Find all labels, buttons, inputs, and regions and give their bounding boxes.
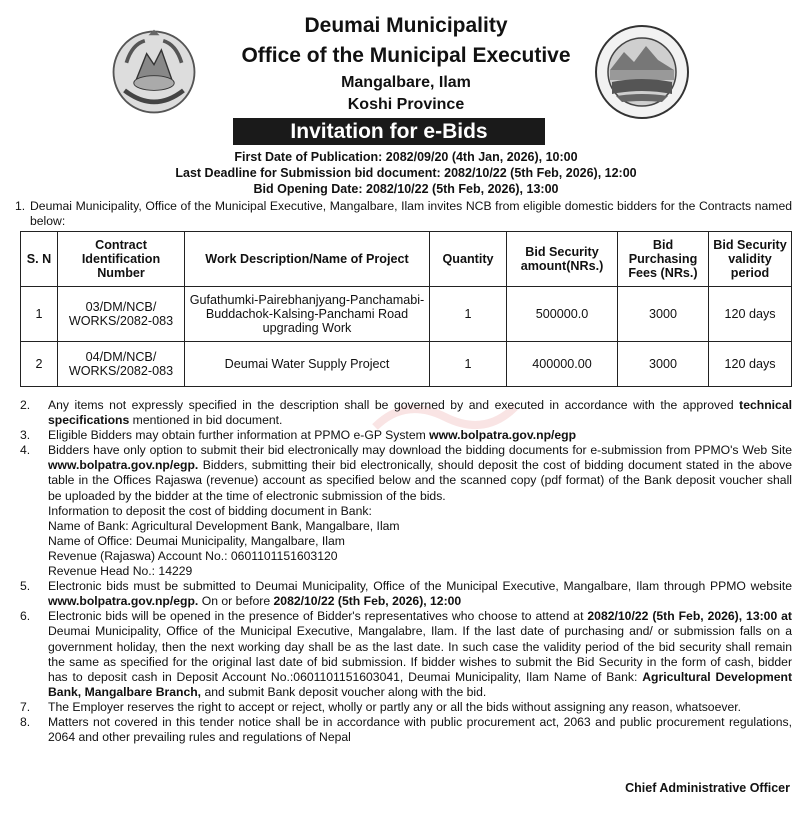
- item-text: Deumai Municipality, Office of the Municipal Executive, Mangalabre, Ilam. If the last date of purchasing and/ or submission falls on a government holiday, then the next working day shall be as the last date. In such case the validity period of the bid security shall remain the same as specified for the original last date of bid submission. If bidder wishes to submit the Bid Security in the form of cash, bidder has to deposit cash in Deposit Account No.:0601101151603041, Deumai Municipality, Ilam Name of Bank:: [48, 624, 792, 684]
- item-number: 1.: [15, 199, 26, 213]
- bank-info-heading: Information to deposit the cost of bidding document in Bank:: [48, 503, 372, 518]
- contracts-table: [20, 231, 792, 387]
- submission-deadline: Last Deadline for Submission bid document: 2082/10/22 (5th Feb, 2026), 12:00: [175, 166, 637, 180]
- bid-opening-date: Bid Opening Date: 2082/10/22 (5th Feb, 2026), 13:00: [253, 182, 559, 196]
- office-place: Mangalbare, Ilam: [341, 74, 471, 91]
- item-number: 5.: [20, 579, 31, 594]
- cell-sn: 1: [21, 287, 58, 342]
- cell-quantity: 1: [430, 342, 507, 387]
- cell-quantity: 1: [430, 287, 507, 342]
- item-bold-text: Agricultural Development Bank, Mangalbare Branch,: [48, 669, 793, 699]
- item-text: Electronic bids will be opened in the presence of Bidder's representatives who choose to attend at: [48, 609, 588, 624]
- table-row: [21, 342, 792, 387]
- cell-validity: 120 days: [709, 342, 792, 387]
- item-bold-text: 2082/10/22 (5th Feb, 2026), 13:00 at: [587, 609, 792, 624]
- cell-contract-id: 04/DM/NCB/ WORKS/2082-083: [58, 342, 185, 387]
- egp-link[interactable]: www.bolpatra.gov.np/egp.: [48, 458, 199, 473]
- col-quantity: Quantity: [430, 232, 507, 287]
- item-number: 6.: [20, 609, 31, 624]
- item-bold-text: technical specifications: [48, 398, 792, 428]
- item-text: On or before: [198, 594, 274, 609]
- org-name: Deumai Municipality: [304, 14, 508, 37]
- list-item: [20, 428, 792, 443]
- office-name-line: Name of Office: Deumai Municipality, Mangalbare, Ilam: [48, 533, 345, 548]
- item-number: 4.: [20, 443, 31, 458]
- revenue-head: Revenue Head No.: 14229: [48, 564, 193, 579]
- cell-bid-security: 400000.00: [507, 342, 618, 387]
- col-purchasing-fees: Bid Purchasing Fees (NRs.): [618, 232, 709, 287]
- list-item: [20, 609, 792, 700]
- col-contract-id: Contract Identification Number: [58, 232, 185, 287]
- intro-paragraph: [15, 199, 792, 229]
- cell-work-description: Gufathumki-Pairebhanjyang-Panchamabi-Buddachok-Kalsing-Panchami Road upgrading Work: [185, 287, 430, 342]
- publication-date: First Date of Publication: 2082/09/20 (4th Jan, 2026), 10:00: [234, 150, 578, 164]
- item-text: and submit Bank deposit voucher along with the bid.: [201, 684, 487, 699]
- list-item: [20, 443, 792, 579]
- list-item: [20, 700, 792, 715]
- col-sn: S. N: [21, 232, 58, 287]
- cell-bid-security: 500000.0: [507, 287, 618, 342]
- item-number: 3.: [20, 428, 31, 443]
- item-number: 7.: [20, 699, 31, 714]
- cell-sn: 2: [21, 342, 58, 387]
- item-text: Eligible Bidders may obtain further information at PPMO e-GP System: [48, 428, 430, 443]
- list-item: [20, 579, 792, 609]
- egp-link[interactable]: www.bolpatra.gov.np/egp.: [48, 594, 199, 609]
- col-validity: Bid Security validity period: [709, 232, 792, 287]
- item-text: mentioned in bid document.: [129, 413, 283, 428]
- signature-title: Chief Administrative Officer: [625, 781, 790, 795]
- province: Koshi Province: [347, 96, 465, 113]
- list-item: [20, 398, 792, 428]
- office-name: Office of the Municipal Executive: [241, 44, 571, 67]
- intro-text: Deumai Municipality, Office of the Municipal Executive, Mangalbare, Ilam invites NCB from eligible domestic bidders for the Contracts named below:: [30, 199, 792, 229]
- table-row: [21, 287, 792, 342]
- item-number: 2.: [20, 398, 31, 412]
- cell-purchasing-fees: 3000: [618, 287, 709, 342]
- table-header-row: [21, 232, 792, 287]
- item-text: Matters not covered in this tender notice shall be in accordance with public procurement act, 2063 and public procurement regulations, 2064 and other prevailing rules and regulations of Nepal: [48, 714, 792, 745]
- col-work-description: Work Description/Name of Project: [185, 232, 430, 287]
- list-item: [20, 715, 792, 745]
- revenue-account: Revenue (Rajaswa) Account No.: 0601101151603120: [48, 548, 338, 563]
- cell-purchasing-fees: 3000: [618, 342, 709, 387]
- cell-validity: 120 days: [709, 287, 792, 342]
- conditions-list: [20, 398, 792, 745]
- item-bold-text: 2082/10/22 (5th Feb, 2026), 12:00: [273, 594, 462, 609]
- bank-name: Name of Bank: Agricultural Development Bank, Mangalbare, Ilam: [48, 518, 400, 533]
- item-number: 8.: [20, 714, 31, 729]
- cell-contract-id: 03/DM/NCB/ WORKS/2082-083: [58, 287, 185, 342]
- col-bid-security: Bid Security amount(NRs.): [507, 232, 618, 287]
- egp-link[interactable]: www.bolpatra.gov.np/egp: [429, 428, 577, 443]
- item-text: Any items not expressly specified in the description shall be governed by and executed in accordance with the approved: [48, 398, 740, 412]
- cell-work-description: Deumai Water Supply Project: [185, 342, 430, 387]
- notice-title-banner: Invitation for e-Bids: [233, 118, 545, 145]
- item-text: Bidders have only option to submit their bid electronically may download the bidding documents for e-submission from PPMO's Web Site: [48, 443, 792, 458]
- item-text: Bidders, submitting their bid electronically, should deposit the cost of bidding document stated in the above table in the Offices Rajaswa (revenue) account as specified below and the scanned copy (pdf format) of the Bank deposit voucher shall be uploaded by the bidder at the time of electronic submission of the bids.: [48, 458, 792, 503]
- item-text: The Employer reserves the right to accept or reject, wholly or partly any or all the bids without assigning any reason, whatsoever.: [48, 699, 741, 714]
- item-text: Electronic bids must be submitted to Deumai Municipality, Office of the Municipal Executive, Mangalbare, Ilam through PPMO website: [48, 579, 792, 594]
